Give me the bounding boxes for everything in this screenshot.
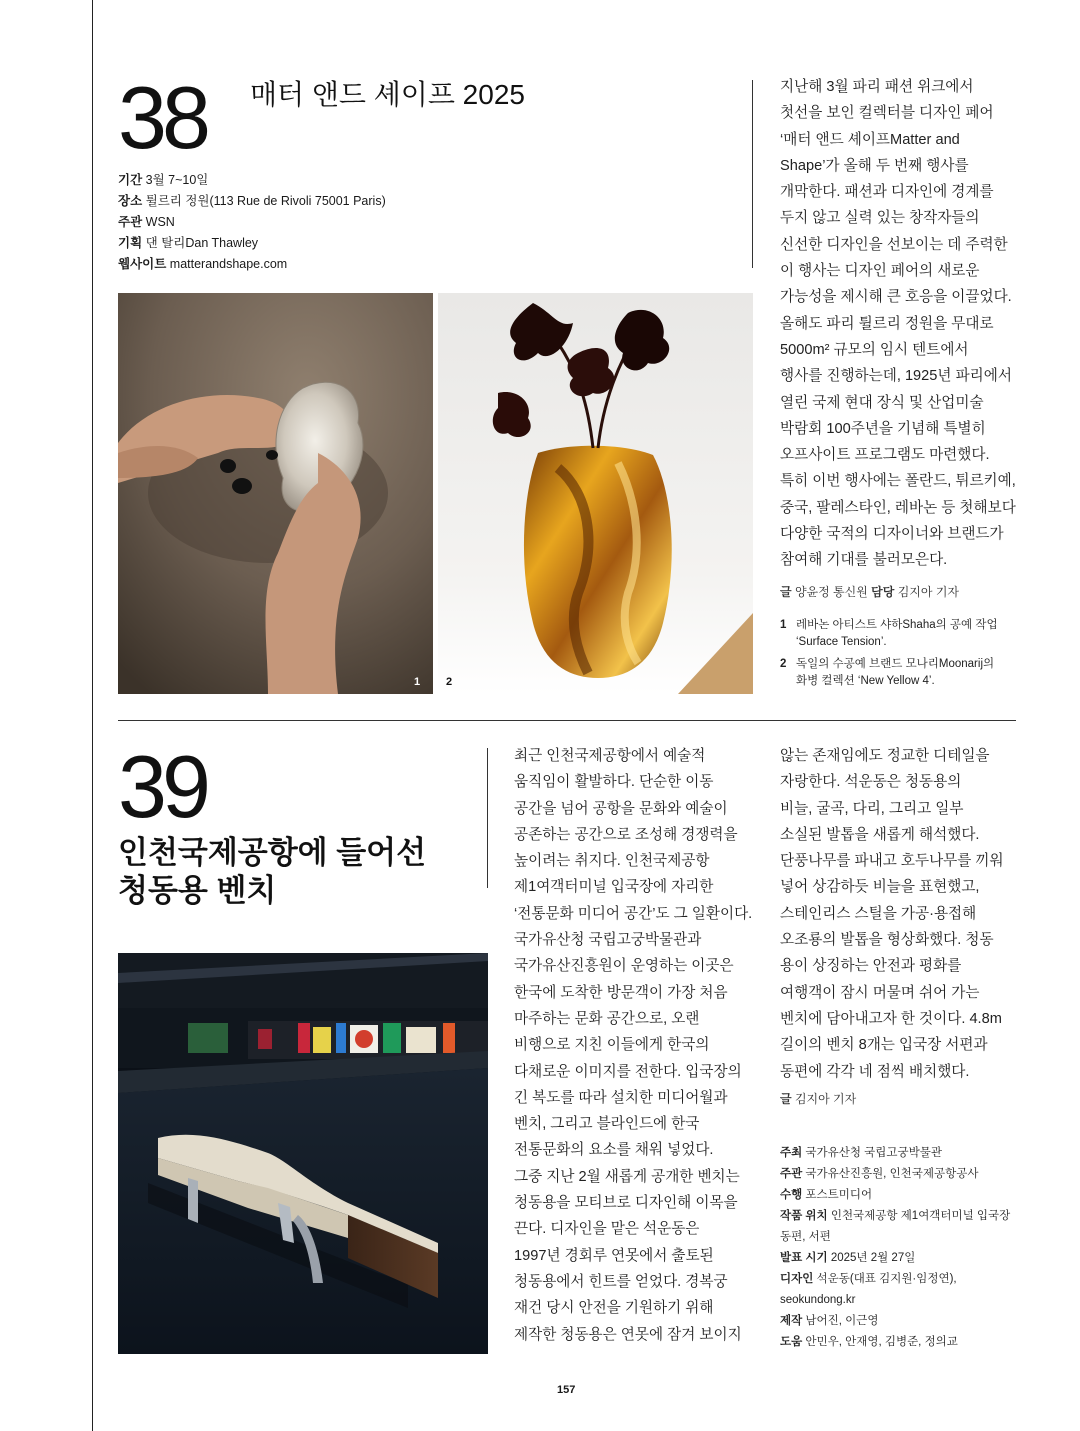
text-line: 박람회 100주년을 기념해 특별히 [780,420,986,437]
text-line: 벤치, 그리고 블라인드에 한국 [514,1116,700,1133]
photo-hands-surface-tension [118,293,433,694]
text-line: 제작한 청동용은 연못에 잠겨 보이지 [514,1326,742,1343]
text-line: 공존하는 공간으로 조성해 경쟁력을 [514,826,738,843]
text-line: 동편에 각각 네 점씩 배치했다. [780,1063,970,1080]
credit-row [780,1227,1010,1248]
text-line: 참여해 기대를 불러모은다. [780,552,948,569]
credit-value: 안민우, 안재영, 김병준, 정의교 [805,1336,958,1348]
text-line: 국가유산청 국립고궁박물관과 [514,932,702,949]
text-line: 여행객이 잠시 머물며 쉬어 가는 [780,984,980,1001]
photo-yellow-vase [438,293,753,694]
byline-label: 글 [780,1092,792,1106]
text-line: 높이려는 취지다. 인천국제공항 [514,853,710,870]
byline-editor-label: 담당 [871,585,895,599]
text-line: ‘전통문화 미디어 공간’도 그 일환이다. [514,905,753,922]
event-info-row [118,170,386,191]
event-info-row [118,233,386,254]
credit-label: 주관 [780,1168,803,1180]
credit-row [780,1185,1010,1206]
caption-1: 1 레바논 아티스트 샤하Shaha의 공예 작업 ‘Surface Tension’. [780,619,998,648]
text-line: 청동용에서 힌트를 얻었다. 경복궁 [514,1273,728,1290]
byline-38 [780,583,959,602]
article-body-39-col2 [780,743,1004,1085]
text-line: 재건 당시 안전을 기원하기 위해 [514,1300,714,1317]
caption-2: 2 독일의 수공예 브랜드 모나리Moonarij의 화병 컬렉션 ‘New Yellow 4’. [780,658,995,687]
event-info-label: 기간 [118,173,143,187]
text-line: 공간을 넘어 공항을 문화와 예술이 [514,800,728,817]
text-line: Shape’가 올해 두 번째 행사를 [780,157,969,174]
text-line: 신선한 디자인을 선보이는 데 주력한 [780,236,1008,253]
credit-value: seokundong.kr [780,1294,856,1306]
text-line: 첫선을 보인 컬렉터블 디자인 페어 [780,105,994,122]
event-info-row [118,254,386,275]
event-info-value: 3월 7~10일 [145,173,209,187]
credit-value: 국가유산진흥원, 인천국제공항공사 [805,1168,979,1180]
text-line: 오프사이트 프로그램도 마련했다. [780,447,990,464]
event-info-value: 튈르리 정원(113 Rue de Rivoli 75001 Paris) [145,194,386,208]
event-info-label: 웹사이트 [118,257,167,271]
text-line: 벤치에 담아내고자 한 것이다. 4.8m [780,1010,1002,1027]
credit-label: 디자인 [780,1273,814,1285]
byline-editor: 김지아 기자 [897,585,959,599]
event-info-value: matterandshape.com [169,257,288,271]
photo-number-1: 1 [414,676,421,688]
page-margin-rule [92,0,93,1431]
credit-label: 주최 [780,1147,803,1159]
photo-bronze-dragon-bench [118,953,488,1354]
credit-row [780,1311,1010,1332]
text-line: 다양한 국적의 디자이너와 브랜드가 [780,526,1004,543]
article-body-39-col1 [514,743,752,1348]
event-info-row [118,212,386,233]
text-line: 가능성을 제시해 큰 호응을 이끌었다. [780,289,1012,306]
text-line: 소실된 발톱을 새롭게 해석했다. [780,826,980,843]
event-info-38 [118,170,386,275]
section-number-39: 39 [118,737,206,836]
credit-label: 발표 시기 [780,1252,828,1264]
credit-label: 도움 [780,1336,803,1348]
text-line: 한국에 도착한 방문객이 가장 처음 [514,984,728,1001]
text-line: 전통문화의 요소를 채워 넣었다. [514,1142,714,1159]
title-line-1: 인천국제공항에 들어선 [118,835,427,870]
text-line: 행사를 진행하는데, 1925년 파리에서 [780,368,1012,385]
text-line: 비행으로 지친 이들에게 한국의 [514,1037,710,1054]
text-line: ‘매터 앤드 셰이프Matter and [780,131,960,148]
project-credits-39 [780,1143,1010,1353]
text-line: 올해도 파리 튈르리 정원을 무대로 [780,315,994,332]
page-number: 157 [557,1384,576,1396]
byline-label: 글 [780,585,792,599]
photo-captions-38 [780,617,1030,690]
text-line: 1997년 경회루 연못에서 출토된 [514,1247,714,1264]
text-line: 마주하는 문화 공간으로, 오랜 [514,1010,700,1027]
credit-label: 작품 위치 [780,1210,828,1222]
column-divider [752,80,753,268]
event-info-label: 장소 [118,194,143,208]
text-line: 최근 인천국제공항에서 예술적 [514,748,706,764]
credit-label: 수행 [780,1189,803,1201]
credit-row [780,1164,1010,1185]
credit-label: 제작 [780,1315,803,1327]
text-line: 국가유산진흥원이 운영하는 이곳은 [514,958,734,975]
text-line: 개막한다. 패션과 디자인에 경계를 [780,184,994,201]
byline-39 [780,1090,856,1109]
credit-value: 인천국제공항 제1여객터미널 입국장 [830,1210,1011,1222]
photo-number-2: 2 [446,676,453,688]
text-line: 스테인리스 스틸을 가공·용접해 [780,905,977,922]
credit-value: 동편, 서편 [780,1231,831,1243]
article-body-38 [780,74,1016,574]
title-line-2: 청동용 벤치 [118,873,277,908]
text-line: 다채로운 이미지를 전한다. 입국장의 [514,1063,742,1080]
text-line: 특히 이번 행사에는 폴란드, 튀르키예, [780,473,1016,490]
credit-value: 포스트미디어 [805,1189,873,1201]
text-line: 이 행사는 디자인 페어의 새로운 [780,263,980,280]
event-info-label: 주관 [118,215,143,229]
section-divider [118,720,1016,721]
text-line: 청동용을 모티브로 디자인해 이목을 [514,1195,738,1212]
event-info-value: WSN [145,215,175,229]
event-info-value: 댄 탈리Dan Thawley [145,236,259,250]
text-line: 자랑한다. 석운동은 청동용의 [780,774,962,791]
credit-row [780,1269,1010,1290]
byline-writer: 양윤정 통신원 [794,585,868,599]
event-info-row [118,191,386,212]
credit-row [780,1248,1010,1269]
text-line: 그중 지난 2월 새롭게 공개한 벤치는 [514,1168,740,1185]
text-line: 비늘, 굴곡, 다리, 그리고 일부 [780,800,964,817]
text-line: 긴 복도를 따라 설치한 미디어월과 [514,1089,728,1106]
section-title-39 [118,834,426,910]
column-divider-39 [487,748,488,888]
credit-row [780,1206,1010,1227]
credit-value: 남어진, 이근영 [805,1315,879,1327]
text-line: 끈다. 디자인을 맡은 석운동은 [514,1221,700,1238]
text-line: 열린 국제 현대 장식 및 산업미술 [780,394,984,411]
section-title-38: 매터 앤드 셰이프 2025 [250,79,525,110]
text-line: 용이 상징하는 안전과 평화를 [780,958,962,975]
text-line: 두지 않고 실력 있는 창작자들의 [780,210,980,227]
text-line: 지난해 3월 파리 패션 위크에서 [780,79,974,95]
text-line: 않는 존재임에도 정교한 디테일을 [780,748,990,764]
text-line: 넣어 상감하듯 비늘을 표현했고, [780,879,980,896]
credit-value: 국가유산청 국립고궁박물관 [805,1147,942,1159]
credit-row [780,1332,1010,1353]
text-line: 중국, 팔레스타인, 레바논 등 첫해보다 [780,499,1016,516]
credit-row [780,1290,1010,1311]
section-number-38: 38 [118,68,206,167]
event-info-label: 기획 [118,236,143,250]
text-line: 단풍나무를 파내고 호두나무를 끼워 [780,853,1004,870]
text-line: 움직임이 활발하다. 단순한 이동 [514,774,714,791]
byline-writer: 김지아 기자 [794,1092,857,1106]
credit-value: 석운동(대표 김지원·임정연), [816,1273,957,1285]
text-line: 제1여객터미널 입국장에 자리한 [514,879,714,896]
credit-row [780,1143,1010,1164]
credit-value: 2025년 2월 27일 [830,1252,916,1264]
text-line: 오조룡의 발톱을 형상화했다. 청동 [780,932,994,949]
text-line: 길이의 벤치 8개는 입국장 서편과 [780,1037,988,1054]
text-line: 5000m² 규모의 임시 텐트에서 [780,341,969,358]
